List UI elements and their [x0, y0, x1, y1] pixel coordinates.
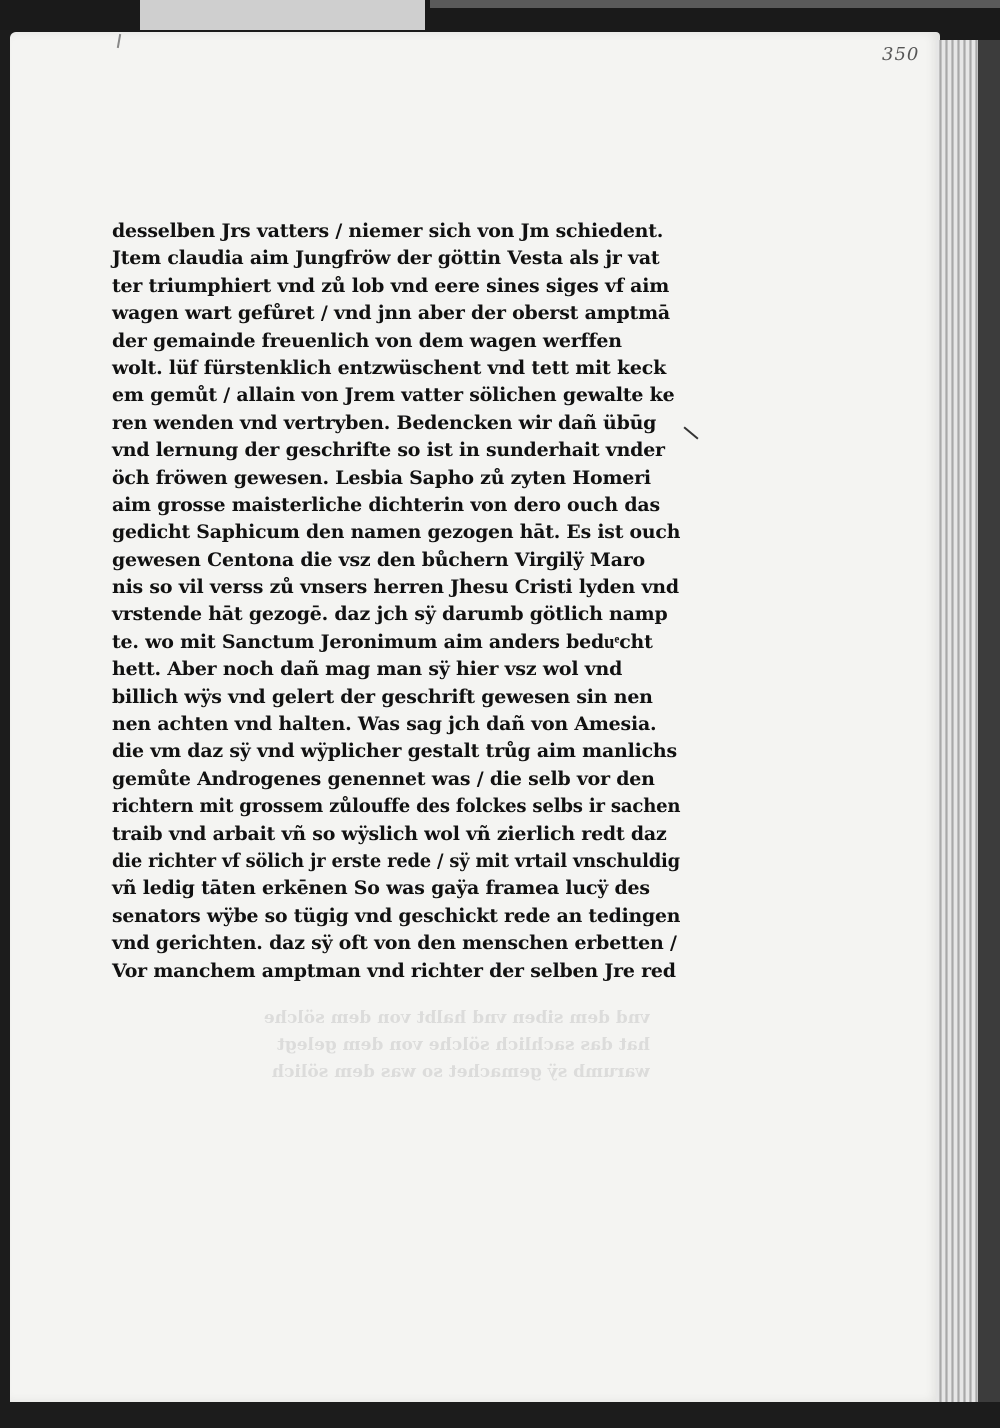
text-line: öch fröwen gewesen. Lesbia Sapho zů zyten Homeri: [112, 466, 651, 489]
text-line: gemůte Androgenes genennet was / die selb vor den: [112, 767, 655, 790]
book-spine-edge: [978, 40, 1000, 1402]
text-line: vrstende hāt gezogē. daz jch sÿ darumb götlich namp: [112, 603, 668, 626]
text-line: hett. Aber noch dañ mag man sÿ hier vsz wol vnd: [112, 658, 623, 681]
text-line: traib vnd arbait vñ so wÿslich wol vñ zierlich redt daz: [112, 822, 667, 845]
show-through-line: warumb sÿ gemachet so was dem sölich: [271, 1062, 650, 1082]
text-line: billich wÿs vnd gelert der geschrift gewesen sin nen: [112, 685, 653, 708]
show-through-line: hat das sachlich sölche von dem gelegt: [276, 1035, 650, 1055]
scan-border-shadow: [430, 0, 1000, 8]
text-line: nen achten vnd halten. Was sag jch dañ von Amesia.: [112, 713, 657, 736]
text-line: wagen wart gefůret / vnd jnn aber der oberst amptmā: [112, 302, 671, 325]
text-line: em gemůt / allain von Jrem vatter sölichen gewalte ke: [112, 384, 675, 407]
show-through-line: vnd dem siben vnd halbt von dem sölche: [263, 1008, 650, 1028]
text-line: aim grosse maisterliche dichterin von dero ouch das: [112, 493, 660, 516]
text-line: te. wo mit Sanctum Jeronimum aim anders beduͤcht: [112, 630, 653, 653]
text-line: gewesen Centona die vsz den bůchern Virgilÿ Maro: [112, 548, 645, 571]
page-text-block: [112, 218, 682, 985]
text-line: die richter vf sölich jr erste rede / sÿ mit vrtail vnschuldig: [112, 849, 680, 872]
text-line: senators wÿbe so tügig vnd geschickt rede an tedingen: [112, 904, 681, 927]
show-through-text: [90, 1005, 650, 1086]
text-line: wolt. lüf fürstenklich entzwüschent vnd tett mit keck: [112, 356, 667, 379]
text-line: vnd gerichten. daz sÿ oft von den menschen erbetten /: [112, 932, 677, 955]
text-line: die vm daz sÿ vnd wÿplicher gestalt trůg aim manlichs: [112, 740, 677, 763]
text-line: vnd lernung der geschrifte so ist in sunderhait vnder: [112, 439, 665, 462]
text-line: desselben Jrs vatters / niemer sich von Jm schiedent.: [112, 220, 664, 242]
text-line: richtern mit grossem zůlouffe des folckes selbs ir sachen: [112, 795, 681, 818]
text-line: ren wenden vnd vertryben. Bedencken wir dañ übūg: [112, 411, 657, 434]
text-line: nis so vil verss zů vnsers herren Jhesu Cristi lyden vnd: [112, 576, 679, 599]
text-line: Jtem claudia aim Jungfröw der göttin Vesta als jr vat: [112, 247, 660, 270]
scan-border-light: [140, 0, 425, 30]
text-line: ter triumphiert vnd zů lob vnd eere sines siges vf aim: [112, 274, 670, 297]
text-line: der gemainde freuenlich von dem wagen werffen: [112, 329, 622, 352]
text-line: Vor manchem amptman vnd richter der selben Jre red: [112, 959, 676, 982]
text-line: vñ ledig tāten erkēnen So was gaÿa framea lucÿ des: [112, 877, 650, 900]
folio-number: 350: [882, 44, 920, 65]
text-line: gedicht Saphicum den namen gezogen hāt. Es ist ouch: [112, 521, 681, 544]
scan-border-bottom: [0, 1400, 1000, 1428]
